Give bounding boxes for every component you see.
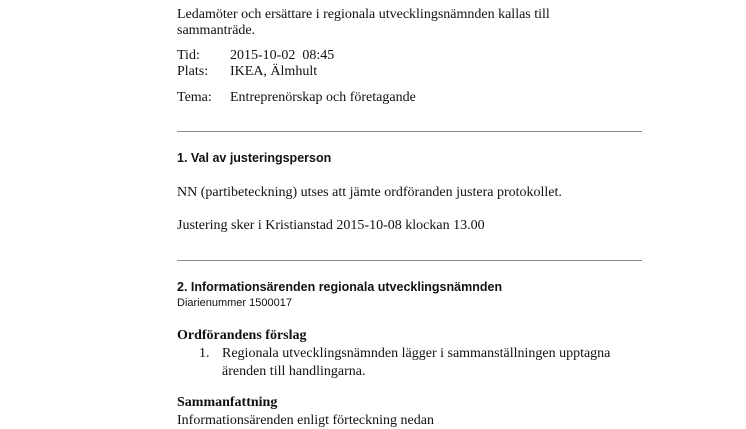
intro-line-1: Ledamöter och ersättare i regionala utvecklingsnämnden kallas till [177,7,550,22]
proposal-heading: Ordförandens förslag [177,328,307,343]
section-1-paragraph-2: Justering sker i Kristianstad 2015-10-08 klockan 13.00 [177,218,485,233]
divider-2 [177,260,642,261]
section-1-paragraph-1: NN (partibeteckning) utses att jämte ordföranden justera protokollet. [177,185,562,200]
time-label: Tid: [177,48,200,63]
place-value: IKEA, Älmhult [230,64,318,79]
section-2-heading: 2. Informationsärenden regionala utvecklingsnämnden [177,280,503,294]
summary-heading: Sammanfattning [177,395,278,410]
theme-label: Tema: [177,90,212,105]
meeting-place-row [177,64,317,80]
theme-value: Entreprenörskap och företagande [230,90,416,105]
diarienummer: Diarienummer 1500017 [177,297,292,309]
meeting-time-row [177,48,334,64]
place-label: Plats: [177,64,209,79]
divider-1 [177,131,642,132]
summary-text-partial: Informationsärenden enligt förteckning nedan [177,413,434,428]
section-1-heading: 1. Val av justeringsperson [177,151,332,165]
proposal-item-line-2: ärenden till handlingarna. [222,364,366,379]
time-value: 2015-10-02 08:45 [230,48,335,63]
proposal-item-line-1: Regionala utvecklingsnämnden lägger i sammanställningen upptagna [222,346,611,361]
meeting-theme-row [177,90,416,106]
intro-line-2: sammanträde. [177,23,256,38]
proposal-item-number: 1. [199,346,210,361]
